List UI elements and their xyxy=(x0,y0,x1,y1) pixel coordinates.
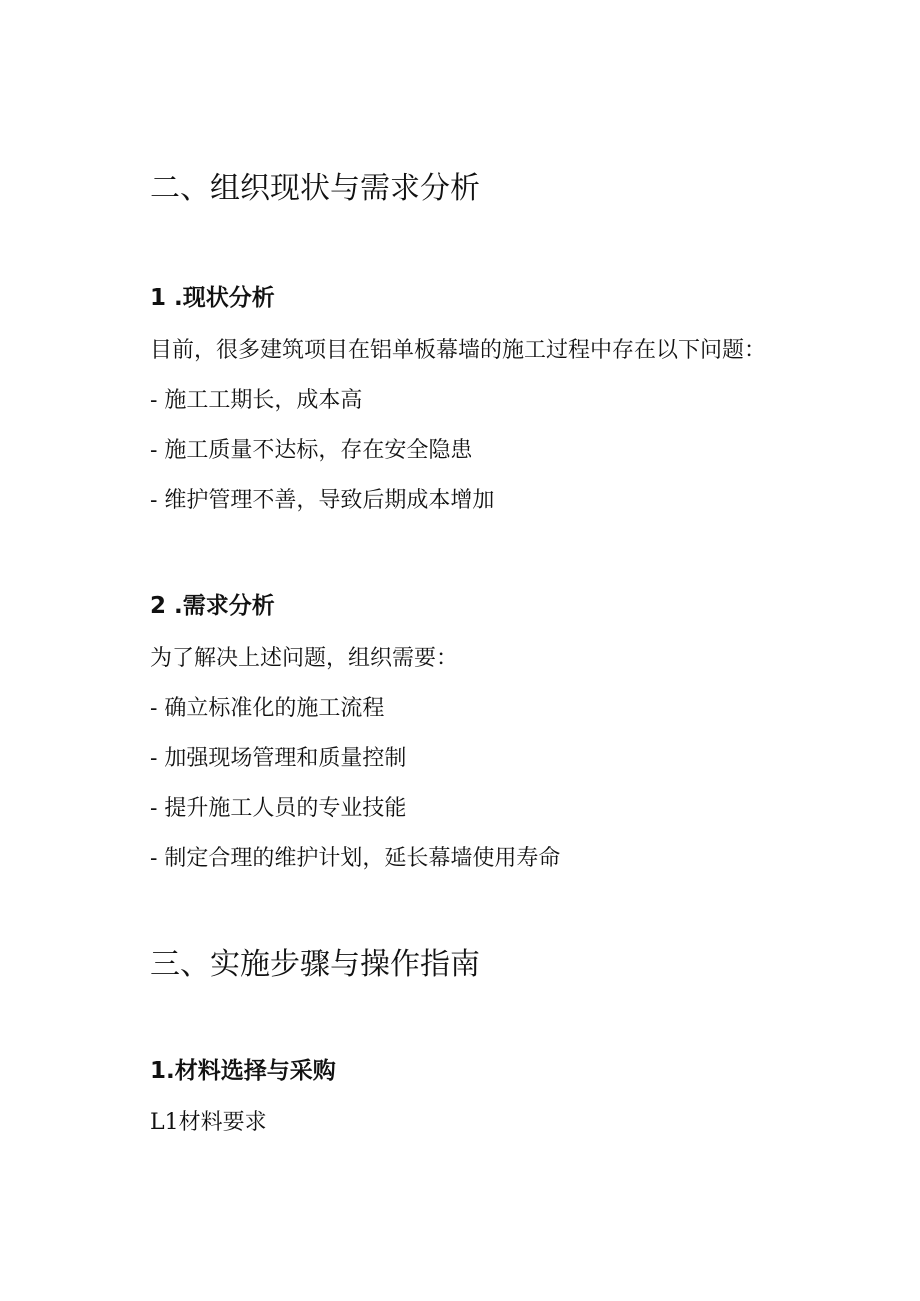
subsection-2-2-intro: 为了解决上述问题，组织需要： xyxy=(150,646,459,671)
subsection-2-1-intro: 目前，很多建筑项目在铝单板幕墙的施工过程中存在以下问题： xyxy=(150,338,767,363)
section-2-heading: 二、组织现状与需求分析 xyxy=(150,171,480,206)
list-item: - 施工质量不达标，存在安全隐患 xyxy=(150,438,473,463)
list-item: - 加强现场管理和质量控制 xyxy=(150,746,407,771)
list-item: - 确立标准化的施工流程 xyxy=(150,696,385,721)
subsubsection-3-1-1-heading: L1材料要求 xyxy=(150,1110,267,1135)
list-item: - 施工工期长，成本高 xyxy=(150,388,363,413)
subsection-3-1-heading: 1.材料选择与采购 xyxy=(150,1058,336,1084)
list-item: - 制定合理的维护计划，延长幕墙使用寿命 xyxy=(150,846,561,871)
list-item: - 维护管理不善，导致后期成本增加 xyxy=(150,488,495,513)
section-3-heading: 三、实施步骤与操作指南 xyxy=(150,947,480,982)
list-item: - 提升施工人员的专业技能 xyxy=(150,796,407,821)
subsection-2-2-heading: 2 .需求分析 xyxy=(150,593,275,619)
subsection-2-1-heading: 1 .现状分析 xyxy=(150,285,275,311)
